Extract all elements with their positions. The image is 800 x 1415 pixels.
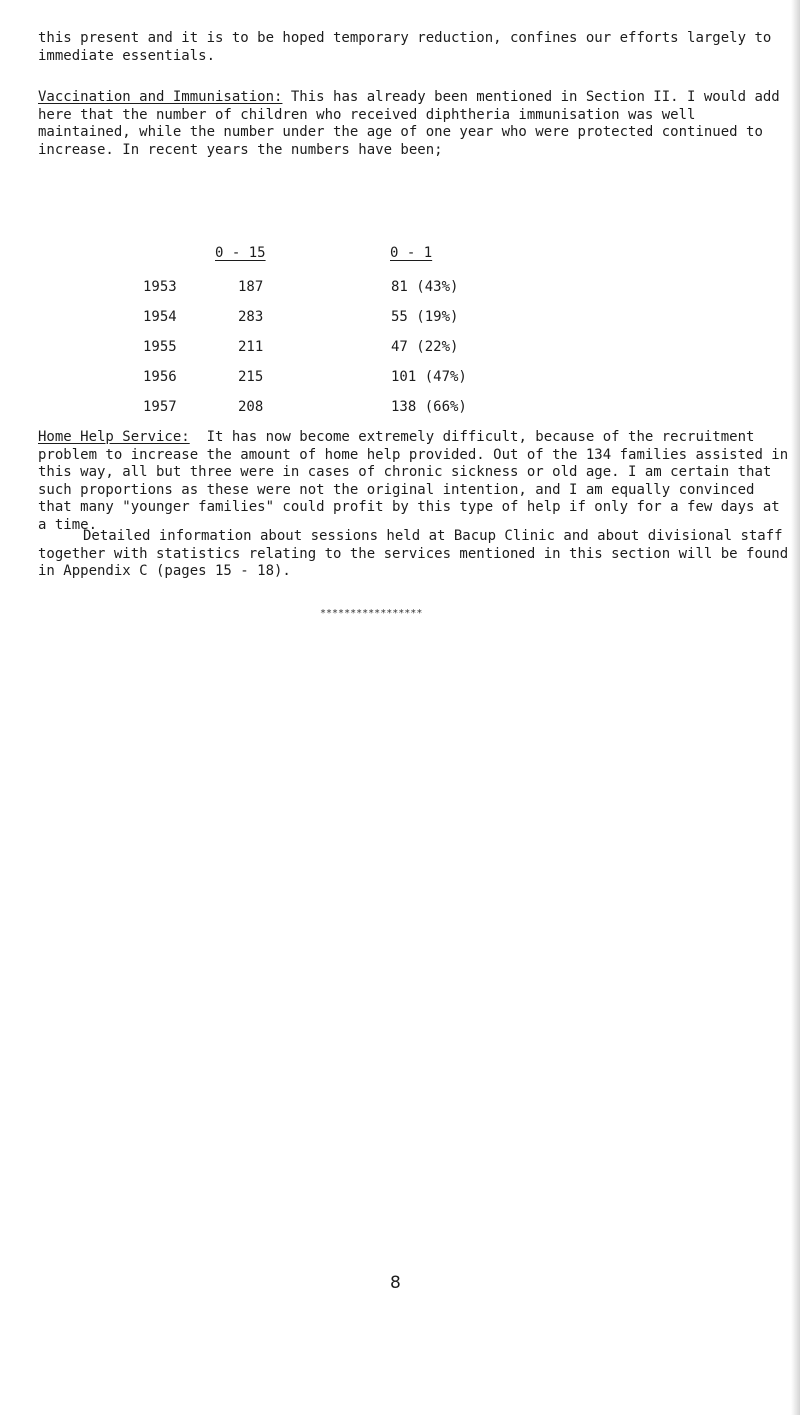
age-0-15-cell: 211 (238, 339, 264, 355)
home-help-heading: Home Help Service: (38, 429, 190, 445)
age-0-1-cell: 101 (47%) (391, 369, 467, 385)
age-0-1-cell: 81 (43%) (391, 279, 459, 295)
intro-paragraph: this present and it is to be hoped temporary reduction, confines our efforts largely to immediate essentials. (38, 30, 780, 64)
year-cell: 1955 (143, 339, 177, 355)
age-0-1-cell: 138 (66%) (391, 399, 467, 415)
vaccination-body: This has already been mentioned in Section II. I would add here that the number of children who received diphtheria immunisation was well maintained, while the number under the age of one year who were protected continued to increase. In recent years the numbers have been; (38, 89, 789, 158)
page-edge-shadow (791, 0, 800, 1415)
table-row (0, 279, 800, 299)
age-0-15-cell: 187 (238, 279, 264, 295)
age-0-15-cell: 208 (238, 399, 264, 415)
page-number: 8 (390, 1273, 401, 1293)
detailed-info-paragraph (38, 528, 797, 581)
column-header-0-1: 0 - 1 (390, 245, 433, 261)
section-separator: ***************** (320, 608, 423, 619)
table-row (0, 399, 800, 419)
year-cell: 1953 (143, 279, 177, 295)
column-header-0-15: 0 - 15 (215, 245, 266, 261)
age-0-15-cell: 215 (238, 369, 264, 385)
home-help-body: It has now become extremely difficult, because of the recruitment problem to increase the amount of home help provided. Out of the 134 families assisted in this way, all but three were in cases of chronic sickness or old age. I am certain that such proportions as these were not the original intention, and I am equally convinced that many "younger families" could profit by this type of help if only for a few days at a time. (38, 429, 797, 533)
vaccination-paragraph (38, 89, 790, 159)
vaccination-heading: Vaccination and Immunisation: (38, 89, 283, 105)
home-help-paragraph (38, 429, 797, 534)
detailed-info-text: Detailed information about sessions held at Bacup Clinic and about divisional staff together with statistics relating to the services mentioned in this section will be found in Appendix C (pages 15 - 18). (38, 528, 797, 579)
year-cell: 1954 (143, 309, 177, 325)
age-0-1-cell: 55 (19%) (391, 309, 459, 325)
table-row (0, 369, 800, 389)
year-cell: 1957 (143, 399, 177, 415)
year-cell: 1956 (143, 369, 177, 385)
table-row (0, 339, 800, 359)
age-0-1-cell: 47 (22%) (391, 339, 459, 355)
table-row (0, 309, 800, 329)
age-0-15-cell: 283 (238, 309, 264, 325)
